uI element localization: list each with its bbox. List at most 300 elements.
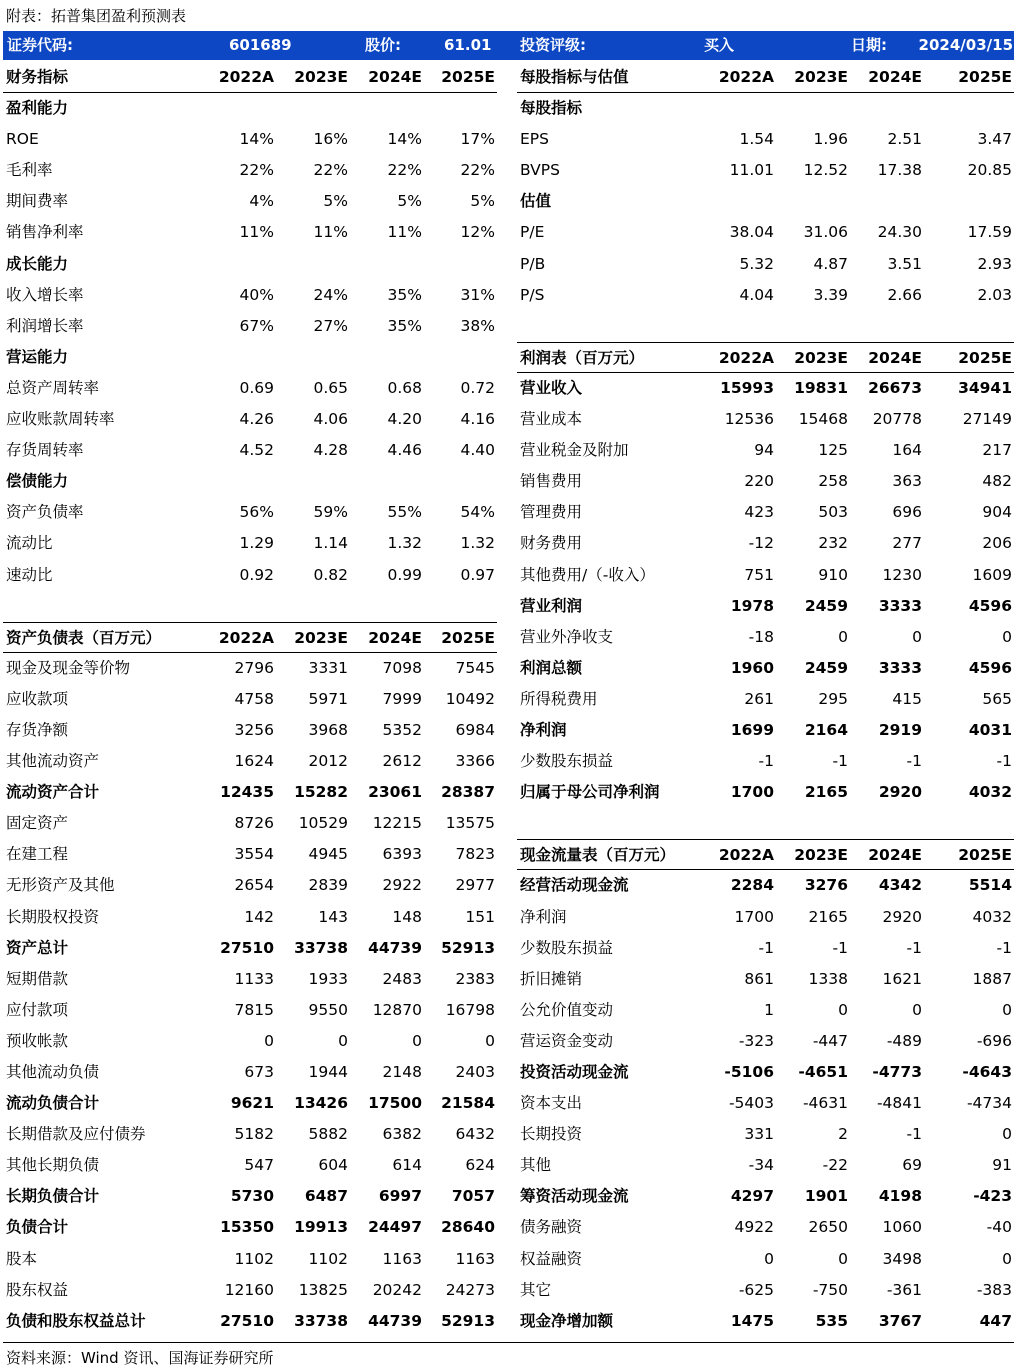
left-financial-table (3, 62, 497, 1337)
cell-value: -361 (886, 1280, 922, 1299)
stock-info-bar (3, 31, 1014, 60)
table-row (3, 591, 497, 622)
cell-value: 15993 (720, 378, 774, 397)
cell-value: 0.97 (460, 565, 495, 584)
row-label: 少数股东损益 (520, 752, 614, 771)
cell-value: -34 (748, 1156, 774, 1175)
cell-value: -5106 (724, 1063, 774, 1081)
cell-value: 2977 (455, 876, 495, 895)
cell-value: -696 (976, 1031, 1012, 1050)
cell-value: 17.59 (967, 223, 1012, 242)
cell-value: 1338 (808, 969, 848, 988)
cell-value: 12536 (724, 410, 774, 429)
cell-value: 0 (1002, 1249, 1012, 1268)
cell-value: 59% (313, 503, 348, 522)
row-label: 存货净额 (6, 720, 69, 739)
cell-value: 547 (244, 1156, 274, 1175)
cell-value: -4734 (966, 1094, 1012, 1113)
cell-value: 0.65 (313, 378, 348, 397)
table-row (3, 995, 497, 1026)
table-row (517, 808, 1014, 839)
cell-value: 4342 (878, 876, 922, 895)
cell-value: 1700 (734, 907, 774, 926)
cell-value: 2483 (382, 969, 422, 988)
table-row (517, 1150, 1014, 1181)
row-label: 股本 (6, 1249, 38, 1268)
cell-value: 1700 (730, 783, 774, 802)
cell-value: 2023E (794, 68, 848, 86)
cell-value: 751 (744, 565, 774, 584)
row-label: 股东权益 (6, 1280, 69, 1299)
row-label: 经营活动现金流 (520, 876, 629, 895)
cell-value: 7545 (455, 658, 495, 677)
cell-value: 0 (838, 1249, 848, 1268)
cell-value: 4198 (878, 1187, 922, 1206)
cell-value: -625 (738, 1280, 774, 1299)
cell-value: 151 (465, 907, 495, 926)
cell-value: 11% (313, 223, 348, 242)
date-label: 日期: (851, 36, 887, 54)
cell-value: 13575 (445, 814, 495, 833)
table-row (3, 684, 497, 715)
source-note: 资料来源：Wind 资讯、国海证券研究所 (6, 1349, 274, 1367)
cell-value: 220 (744, 472, 774, 491)
cell-value: 16% (313, 130, 348, 149)
table-row (517, 217, 1014, 248)
cell-value: 1163 (455, 1249, 495, 1268)
cell-value: 11.01 (729, 161, 774, 180)
cell-value: 447 (979, 1311, 1012, 1330)
cell-value: 4.28 (313, 441, 348, 460)
cell-value: 4.52 (239, 441, 274, 460)
table-row (517, 373, 1014, 404)
cell-value: 33738 (294, 1311, 348, 1330)
cell-value: 5.32 (739, 254, 774, 273)
cell-value: 1901 (804, 1187, 848, 1206)
table-row (3, 1244, 497, 1275)
table-row (3, 497, 497, 528)
cell-value: 2383 (455, 969, 495, 988)
cell-value: 12% (460, 223, 495, 242)
cell-value: 2919 (878, 720, 922, 739)
cell-value: -4643 (962, 1063, 1012, 1081)
cell-value: 7823 (455, 845, 495, 864)
cell-value: 27149 (962, 410, 1012, 429)
cell-value: 125 (818, 441, 848, 460)
cell-value: 3.47 (977, 130, 1012, 149)
cell-value: -5403 (728, 1094, 774, 1113)
cell-value: 44739 (368, 938, 422, 957)
cell-value: 4596 (968, 596, 1012, 615)
cell-value: 3767 (878, 1311, 922, 1330)
row-label: 少数股东损益 (520, 938, 614, 957)
cell-value: 16798 (445, 1000, 495, 1019)
cell-value: -423 (973, 1187, 1012, 1206)
cell-value: -18 (748, 627, 774, 646)
table-row (3, 186, 497, 217)
table-row (517, 777, 1014, 808)
row-label: 无形资产及其他 (6, 876, 115, 895)
table-row (517, 155, 1014, 186)
cell-value: 0.69 (239, 378, 274, 397)
cell-value: 6432 (455, 1125, 495, 1144)
cell-value: 1.96 (813, 130, 848, 149)
cell-value: 20.85 (967, 161, 1012, 180)
cell-value: 143 (318, 907, 348, 926)
cell-value: 4% (249, 192, 274, 211)
cell-value: 6997 (378, 1187, 422, 1206)
table-header-row (3, 62, 497, 93)
row-label: P/E (520, 223, 545, 242)
cell-value: 24% (313, 285, 348, 304)
cell-value: 5882 (308, 1125, 348, 1144)
cell-value: 12435 (220, 783, 274, 802)
cell-value: 142 (244, 907, 274, 926)
table-row (3, 1088, 497, 1119)
cell-value: 9621 (230, 1094, 274, 1113)
cell-value: 1102 (234, 1249, 274, 1268)
code-label: 证券代码: (7, 36, 73, 54)
table-row (517, 715, 1014, 746)
row-label: 净利润 (520, 720, 567, 739)
cell-value: 24273 (445, 1280, 495, 1299)
table-header-row (517, 342, 1014, 373)
cell-value: 565 (982, 689, 1012, 708)
cell-value: 1944 (308, 1063, 348, 1081)
cell-value: 1621 (882, 969, 922, 988)
row-label: 每股指标 (520, 99, 583, 118)
table-row (3, 1275, 497, 1306)
cell-value: 12215 (372, 814, 422, 833)
cell-value: 17% (460, 130, 495, 149)
cell-value: 2012 (308, 752, 348, 771)
cell-value: 2025E (958, 68, 1012, 86)
cell-value: 24.30 (877, 223, 922, 242)
cell-value: 6984 (455, 720, 495, 739)
cell-value: 2796 (234, 658, 274, 677)
row-label: ROE (6, 130, 39, 149)
cell-value: 3276 (804, 876, 848, 895)
row-label: 营业利润 (520, 596, 583, 615)
table-row (3, 373, 497, 404)
cell-value: 0 (1002, 627, 1012, 646)
table-row (3, 777, 497, 808)
cell-value: 23061 (368, 783, 422, 802)
cell-value: 0 (1002, 1000, 1012, 1019)
table-row (517, 964, 1014, 995)
row-label: 净利润 (520, 907, 567, 926)
cell-value: 614 (392, 1156, 422, 1175)
cell-value: 3968 (308, 720, 348, 739)
row-label: 财务费用 (520, 534, 583, 553)
cell-value: 22% (387, 161, 422, 180)
cell-value: 15282 (294, 783, 348, 802)
cell-value: 14% (239, 130, 274, 149)
cell-value: 11% (387, 223, 422, 242)
cell-value: 7815 (234, 1000, 274, 1019)
row-label: 资产负债率 (6, 503, 84, 522)
row-label: 营运能力 (6, 347, 69, 366)
table-row (517, 1181, 1014, 1212)
cell-value: 535 (815, 1311, 848, 1330)
cell-value: -1 (832, 938, 848, 957)
cell-value: 2023E (794, 348, 848, 367)
cell-value: 0.99 (387, 565, 422, 584)
date-value: 2024/03/15 (918, 36, 1013, 54)
table-row (517, 249, 1014, 280)
cell-value: 7999 (382, 689, 422, 708)
table-row (3, 435, 497, 466)
table-row (517, 622, 1014, 653)
price-value: 61.01 (444, 36, 492, 54)
row-label: 现金净增加额 (520, 1311, 614, 1330)
cell-value: 9550 (308, 1000, 348, 1019)
cell-value: 2.03 (977, 285, 1012, 304)
table-row (3, 1150, 497, 1181)
cell-value: 482 (982, 472, 1012, 491)
row-label: 预收帐款 (6, 1031, 69, 1050)
cell-value: 3366 (455, 752, 495, 771)
cell-value: 2025E (441, 68, 495, 86)
cell-value: 7098 (382, 658, 422, 677)
cell-value: 38% (460, 316, 495, 335)
table-row (517, 1306, 1014, 1337)
cell-value: -1 (996, 752, 1012, 771)
cell-value: 3333 (878, 596, 922, 615)
cell-value: 4.20 (387, 410, 422, 429)
right-financial-table (517, 62, 1014, 1337)
cell-value: 2.51 (887, 130, 922, 149)
table-row (517, 1057, 1014, 1088)
table-row (517, 497, 1014, 528)
row-label: 资本支出 (520, 1094, 583, 1113)
cell-value: 22% (313, 161, 348, 180)
row-label: 利润增长率 (6, 316, 84, 335)
cell-value: 54% (460, 503, 495, 522)
table-header-row (517, 62, 1014, 93)
cell-value: 7057 (451, 1187, 495, 1206)
cell-value: 2.93 (977, 254, 1012, 273)
row-label: 盈利能力 (6, 99, 69, 118)
cell-value: 0.82 (313, 565, 348, 584)
cell-value: -22 (822, 1156, 848, 1175)
cell-value: 2023E (794, 846, 848, 865)
table-row (517, 466, 1014, 497)
cell-value: 2165 (808, 907, 848, 926)
row-label: 长期负债合计 (6, 1187, 100, 1206)
table-row (3, 1057, 497, 1088)
cell-value: 40% (239, 285, 274, 304)
table-row (517, 311, 1014, 342)
cell-value: 4297 (730, 1187, 774, 1206)
cell-value: 2023E (294, 68, 348, 86)
cell-value: 217 (982, 441, 1012, 460)
cell-value: 415 (892, 689, 922, 708)
table-caption: 附表：拓普集团盈利预测表 (6, 7, 187, 25)
cell-value: 2025E (441, 628, 495, 647)
cell-value: 2922 (382, 876, 422, 895)
cell-value: 861 (744, 969, 774, 988)
cell-value: 38.04 (729, 223, 774, 242)
cell-value: 15350 (220, 1218, 274, 1237)
cell-value: 1475 (730, 1311, 774, 1330)
cell-value: 3.51 (887, 254, 922, 273)
cell-value: 1933 (308, 969, 348, 988)
cell-value: 277 (892, 534, 922, 553)
cell-value: -323 (738, 1031, 774, 1050)
section-row (3, 466, 497, 497)
cell-value: 1.32 (387, 534, 422, 553)
row-label: 负债和股东权益总计 (6, 1311, 146, 1330)
cell-value: -489 (886, 1031, 922, 1050)
table-row (517, 1275, 1014, 1306)
cell-value: 1102 (308, 1249, 348, 1268)
cell-value: 12160 (224, 1280, 274, 1299)
cell-value: 1609 (972, 565, 1012, 584)
cell-value: 0 (838, 627, 848, 646)
cell-value: -1 (832, 752, 848, 771)
table-row (3, 1119, 497, 1150)
cell-value: 22% (239, 161, 274, 180)
table-header-row (3, 622, 497, 653)
cell-value: 258 (818, 472, 848, 491)
table-row (3, 1306, 497, 1337)
cell-value: 2022A (218, 628, 274, 647)
table-row (517, 1119, 1014, 1150)
row-label: 利润总额 (520, 658, 583, 677)
row-label: 偿债能力 (6, 472, 69, 491)
row-label: 营运资金变动 (520, 1031, 614, 1050)
row-label: 权益融资 (520, 1249, 583, 1268)
cell-value: 21584 (441, 1094, 495, 1113)
cell-value: 0 (485, 1031, 495, 1050)
row-label: 公允价值变动 (520, 1000, 614, 1019)
cell-value: 503 (818, 503, 848, 522)
table-row (3, 311, 497, 342)
cell-value: 33738 (294, 938, 348, 957)
cell-value: 6382 (382, 1125, 422, 1144)
table-row (3, 404, 497, 435)
cell-value: 2022A (718, 68, 774, 86)
cell-value: 2612 (382, 752, 422, 771)
section-row (517, 186, 1014, 217)
cell-value: 14% (387, 130, 422, 149)
section-row (3, 342, 497, 373)
cell-value: 26673 (868, 378, 922, 397)
cell-value: 4.87 (813, 254, 848, 273)
cell-value: 295 (818, 689, 848, 708)
cell-value: -1 (906, 1125, 922, 1144)
cell-value: 4.46 (387, 441, 422, 460)
cell-value: 56% (239, 503, 274, 522)
row-label: 负债合计 (6, 1218, 69, 1237)
cell-value: 4.26 (239, 410, 274, 429)
table-row (517, 404, 1014, 435)
cell-value: -40 (986, 1218, 1012, 1237)
row-label: 资产负债表（百万元） (6, 628, 162, 647)
cell-value: 206 (982, 534, 1012, 553)
row-label: 其他流动负债 (6, 1063, 100, 1081)
cell-value: 31% (460, 285, 495, 304)
row-label: 流动比 (6, 534, 53, 553)
table-row (3, 808, 497, 839)
cell-value: -4651 (798, 1063, 848, 1081)
cell-value: 3333 (878, 658, 922, 677)
cell-value: 27% (313, 316, 348, 335)
cell-value: 3498 (882, 1249, 922, 1268)
table-row (3, 1026, 497, 1057)
row-label: 估值 (520, 192, 552, 211)
cell-value: 1.32 (460, 534, 495, 553)
row-label: 筹资活动现金流 (520, 1187, 629, 1206)
cell-value: 1.54 (739, 130, 774, 149)
cell-value: 12.52 (803, 161, 848, 180)
cell-value: 19831 (794, 378, 848, 397)
cell-value: 4032 (968, 783, 1012, 802)
cell-value: -4841 (876, 1094, 922, 1113)
cell-value: 17500 (368, 1094, 422, 1113)
cell-value: 2023E (294, 628, 348, 647)
cell-value: 624 (465, 1156, 495, 1175)
cell-value: 34941 (958, 378, 1012, 397)
cell-value: 13426 (294, 1094, 348, 1113)
cell-value: 2022A (718, 846, 774, 865)
cell-value: 5% (397, 192, 422, 211)
cell-value: 1.29 (239, 534, 274, 553)
cell-value: 148 (392, 907, 422, 926)
cell-value: 2024E (368, 628, 422, 647)
table-row (517, 995, 1014, 1026)
cell-value: 94 (754, 441, 774, 460)
row-label: 归属于母公司净利润 (520, 783, 660, 802)
cell-value: 19913 (294, 1218, 348, 1237)
cell-value: 11% (239, 223, 274, 242)
table-row (517, 1088, 1014, 1119)
cell-value: 2920 (882, 907, 922, 926)
cell-value: 10492 (445, 689, 495, 708)
cell-value: 5352 (382, 720, 422, 739)
row-label: 财务指标 (6, 68, 69, 86)
row-label: 收入增长率 (6, 285, 84, 304)
table-row (517, 684, 1014, 715)
row-label: 现金及现金等价物 (6, 658, 131, 677)
row-label: 投资活动现金流 (520, 1063, 629, 1081)
table-row (3, 715, 497, 746)
table-row (3, 1212, 497, 1243)
cell-value: 696 (892, 503, 922, 522)
cell-value: 0.72 (460, 378, 495, 397)
row-label: 流动资产合计 (6, 783, 100, 802)
row-label: 营业收入 (520, 378, 583, 397)
table-row (517, 870, 1014, 901)
cell-value: 0 (764, 1249, 774, 1268)
row-label: 营业外净收支 (520, 627, 614, 646)
cell-value: 1 (764, 1000, 774, 1019)
cell-value: 55% (387, 503, 422, 522)
cell-value: 4596 (968, 658, 1012, 677)
row-label: 资产总计 (6, 938, 69, 957)
cell-value: 2025E (958, 348, 1012, 367)
row-label: BVPS (520, 161, 560, 180)
row-label: 现金流量表（百万元） (520, 846, 676, 865)
table-row (3, 124, 497, 155)
row-label: 流动负债合计 (6, 1094, 100, 1113)
row-label: 固定资产 (6, 814, 69, 833)
cell-value: 2022A (218, 68, 274, 86)
table-row (517, 1026, 1014, 1057)
cell-value: 5971 (308, 689, 348, 708)
cell-value: 4.04 (739, 285, 774, 304)
